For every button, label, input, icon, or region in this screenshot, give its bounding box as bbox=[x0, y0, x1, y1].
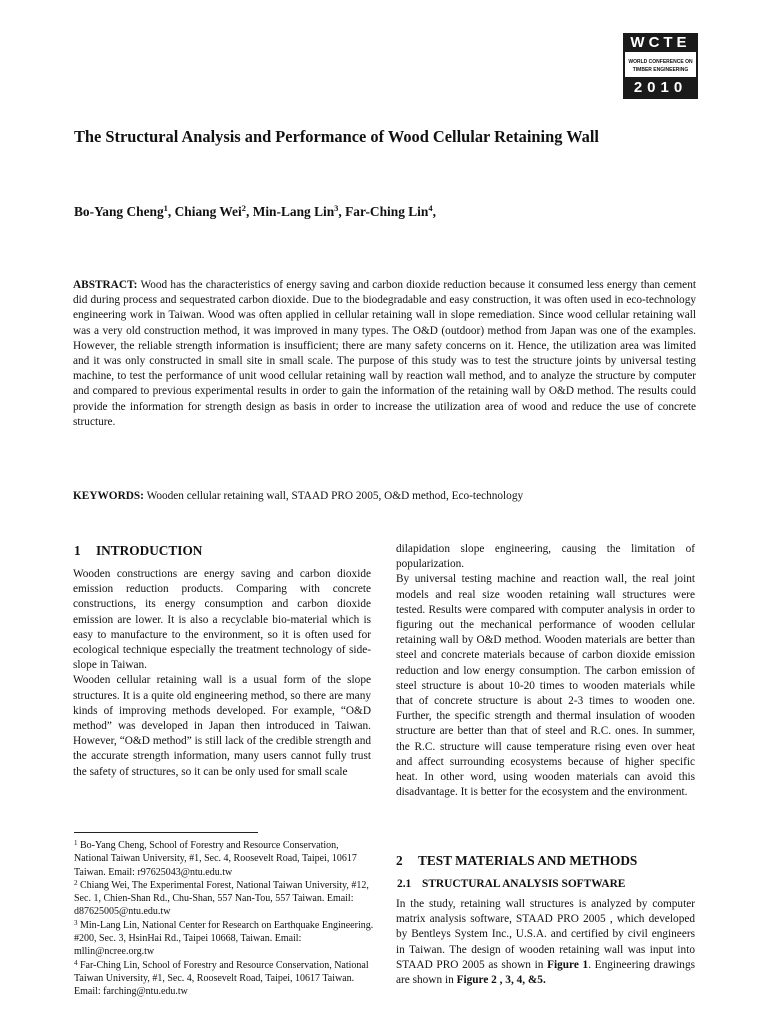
abstract bbox=[73, 278, 696, 430]
section-title: INTRODUCTION bbox=[96, 543, 203, 558]
footnote bbox=[74, 839, 374, 879]
author-name: Chiang Wei bbox=[174, 204, 242, 219]
footnote bbox=[74, 919, 374, 959]
author-separator: , bbox=[432, 204, 436, 219]
logo-subtitle bbox=[623, 55, 698, 77]
subsection-title: STRUCTURAL ANALYSIS SOFTWARE bbox=[422, 878, 626, 890]
logo-line-1: WORLD CONFERENCE ON bbox=[628, 59, 693, 65]
footnote-marker: 3 bbox=[74, 918, 78, 927]
footnote-text: Far-Ching Lin, School of Forestry and Resource Conservation, National Taiwan University, #1, Sec. 4, Roosevelt Road, Taipei, 10617 Taiwan. Email: farching@ntu.edu.tw bbox=[74, 959, 369, 998]
paragraph: Wooden cellular retaining wall is a usual form of the slope structures. It is a quite old engineering method, so there are many kinds of improving methods developed. For example, “O&D method” was developed in Japan then introduced in Taiwan. However, “O&D method” is still lack of the credible strength and the accurate strength information, many users cannot fully trust the safety of structures, so it can be only used for small scale bbox=[73, 674, 371, 778]
author-affiliation-marker: 2 bbox=[241, 203, 246, 213]
footnote-marker: 4 bbox=[74, 958, 78, 967]
footnote-rule bbox=[74, 832, 258, 833]
author-separator: , bbox=[245, 204, 253, 219]
abstract-text: Wood has the characteristics of energy saving and carbon dioxide reduction because it consumed less energy than cement did during process and sequestrated carbon dioxide. Due to the biodegradable and easy construction, it was often used in eco-technology engineering work in Taiwan. Wood was often applied in cellular retaining wall in slope remediation. Since wood cellular retaining wall was a very old construction method, it was improved in many types. The O&D (outdoor) method from Japan was one of the examples. However, the reliable strength information is insufficient; there are many safety concerns on it. Hence, the utilization area was limited and it was only constructed in small site in small scale. The purpose of this study was to test the structure joints by universal testing machine, to test the performance of unit wood cellular retaining wall by reaction wall method, and to analyze the structure by computer and compared to previous experimental results in order to gain the information of the retaining wall by O&D method. The results could provide the information for strength design as basis in order to increase the utilization area of wood and reduce the use of concrete structure. bbox=[73, 279, 696, 428]
author-name: Far-Ching Lin bbox=[345, 204, 429, 219]
footnote-text: Min-Lang Lin, National Center for Research on Earthquake Engineering. #200, Sec. 3, HsinHai Rd., Taipei 10668, Taiwan. Email: mllin@ncree.org.tw bbox=[74, 919, 374, 958]
footnote-text: Chiang Wei, The Experimental Forest, National Taiwan University, #12, Sec. 1, Chien-Shan Rd., Chu-Shan, 557 Nan-Tou, 557 Taiwan. Email: d87625005@ntu.edu.tw bbox=[74, 879, 369, 918]
keywords bbox=[73, 490, 696, 502]
footnotes bbox=[74, 839, 374, 999]
keywords-text: Wooden cellular retaining wall, STAAD PRO 2005, O&D method, Eco-technology bbox=[146, 490, 524, 502]
footnote-text: Bo-Yang Cheng, School of Forestry and Resource Conservation, National Taiwan University, #1, Sec. 4, Roosevelt Road, Taipei, 10617 Taiwan. Email: r97625043@ntu.edu.tw bbox=[74, 840, 357, 878]
introduction-column-right bbox=[396, 542, 695, 800]
logo-acronym: WCTE bbox=[623, 33, 698, 52]
section-number: 2 bbox=[396, 853, 403, 868]
figure-reference: Figure 2 , 3, 4, &5. bbox=[456, 974, 546, 987]
footnote bbox=[74, 959, 374, 999]
section-number: 1 bbox=[74, 543, 81, 558]
abstract-label: ABSTRACT: bbox=[73, 279, 138, 291]
paragraph-text: In the study, retaining wall structures is analyzed by computer matrix analysis software, STAAD PRO 2005 , which developed by Bentleys System Inc., U.S.A. and certified by civil engineers in Taiwan. The design of wooden retaining wall was input into STAAD PRO 2005 as shown in bbox=[396, 898, 695, 971]
paragraph-text: . Engineering drawings are shown in bbox=[396, 958, 695, 987]
subsection-heading-software bbox=[397, 878, 625, 890]
logo-year: 2010 bbox=[623, 77, 698, 99]
section-heading-test-materials bbox=[396, 853, 637, 869]
paragraph: Wooden constructions are energy saving and carbon dioxide emission reduction products. Comparing with concrete constructions, its energy consumption and carbon dioxide emission are lower. It is also a recyclable bio-material which is easy to manufacture to the environment, so it is often used for ecological technique especially the treatment technology of side-slope in Taiwan. bbox=[73, 568, 371, 672]
author-list bbox=[74, 204, 436, 220]
conference-logo bbox=[623, 33, 698, 101]
section-title: TEST MATERIALS AND METHODS bbox=[418, 853, 638, 868]
subsection-number: 2.1 bbox=[397, 878, 412, 890]
paragraph: By universal testing machine and reaction wall, the real joint models and real size wooden retaining wall structures were tested. Results were compared with computer analysis in order to figuring out the mechanical performance of wooden cellular retaining wall by O&D method. Wooden materials are better than steel and concrete materials because of carbon dioxide emission reduction and low energy consumption. The carbon emission of steel structure is about 10-20 times to wooden materials while that of concrete structure is about 2-3 times to wooden one. Further, the specific strength and thermal insulation of wooden structure are better than that of steel and R.C. ones. In summer, the R.C. structure will cause temperature rising even over heat and affect surrounding ecosystems because of higher specific heat. In other word, using wooden materials can avoid this disadvantage. It is better for the ecosystem and the environment. bbox=[396, 573, 695, 799]
logo-line-2: TIMBER ENGINEERING bbox=[632, 67, 689, 73]
paper-title: The Structural Analysis and Performance of Wood Cellular Retaining Wall bbox=[74, 127, 599, 146]
footnote-marker: 1 bbox=[74, 839, 78, 847]
author-name: Min-Lang Lin bbox=[252, 204, 335, 219]
author-affiliation-marker: 1 bbox=[163, 203, 168, 213]
author-affiliation-marker: 3 bbox=[334, 203, 339, 213]
author-affiliation-marker: 4 bbox=[428, 203, 433, 213]
paragraph: dilapidation slope engineering, causing the limitation of popularization. bbox=[396, 543, 695, 571]
author-separator: , bbox=[338, 204, 346, 219]
author-separator: , bbox=[167, 204, 175, 219]
footnote-marker: 2 bbox=[74, 878, 78, 887]
introduction-column-left bbox=[73, 567, 371, 780]
software-paragraph bbox=[396, 897, 695, 988]
figure-reference: Figure 1 bbox=[547, 958, 589, 971]
author-name: Bo-Yang Cheng bbox=[74, 204, 164, 219]
keywords-label: KEYWORDS: bbox=[73, 490, 144, 502]
footnote bbox=[74, 879, 374, 919]
section-heading-introduction bbox=[74, 543, 202, 559]
